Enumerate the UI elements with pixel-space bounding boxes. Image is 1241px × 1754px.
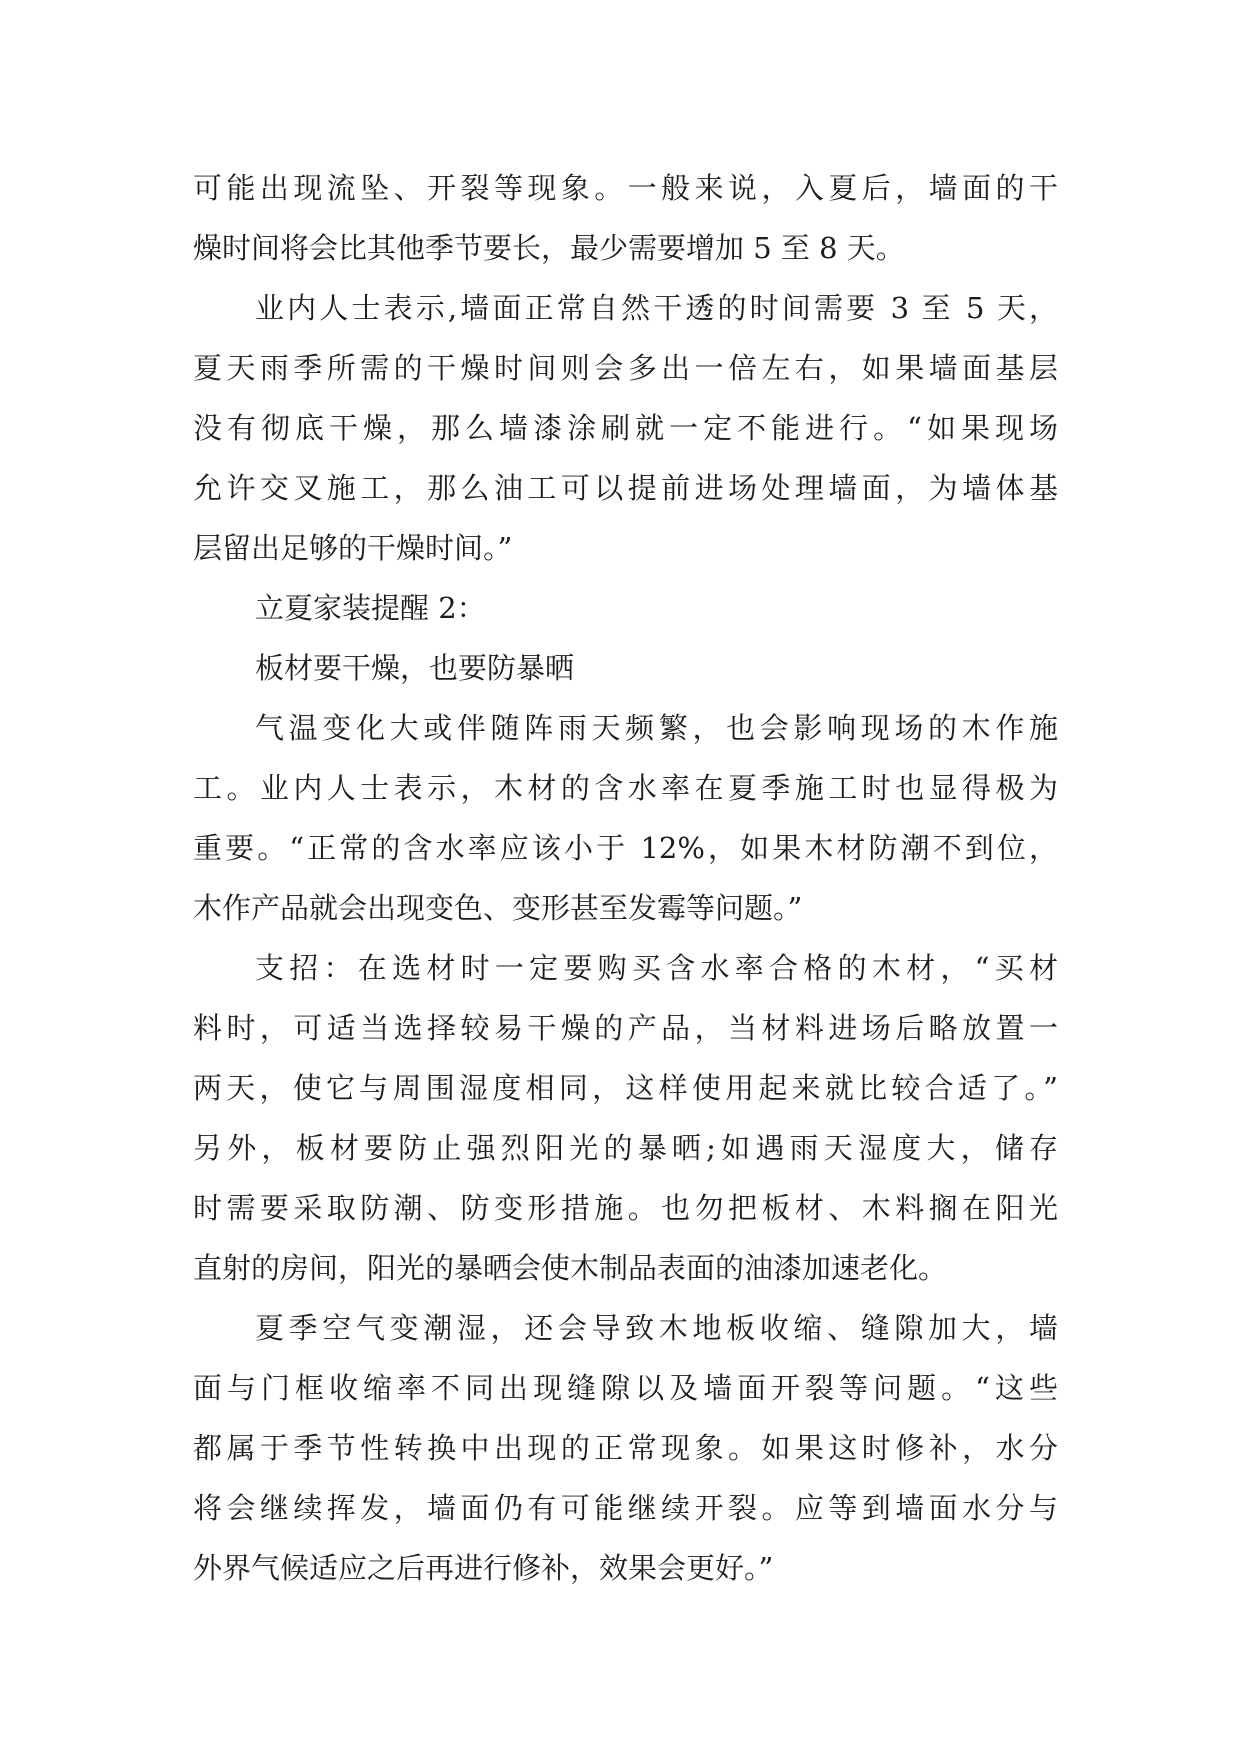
text-line: 另外，板材要防止强烈阳光的暴晒;如遇雨天湿度大，储存: [193, 1131, 1058, 1165]
text-line: 可能出现流坠、开裂等现象。一般来说，入夏后，墙面的干: [193, 171, 1058, 205]
text-line: 燥时间将会比其他季节要长，最少需要增加 5 至 8 天。: [193, 231, 905, 265]
text-line: 直射的房间，阳光的暴晒会使木制品表面的油漆加速老化。: [193, 1251, 948, 1285]
text-line: 都属于季节性转换中出现的正常现象。如果这时修补，水分: [193, 1431, 1058, 1465]
text-line: 气温变化大或伴随阵雨天频繁，也会影响现场的木作施: [255, 711, 1058, 745]
text-line: 料时，可适当选择较易干燥的产品，当材料进场后略放置一: [193, 1011, 1058, 1045]
text-line: 面与门框收缩率不同出现缝隙以及墙面开裂等问题。“这些: [193, 1371, 1058, 1405]
text-line: 层留出足够的干燥时间。”: [193, 531, 513, 565]
text-line: 将会继续挥发，墙面仍有可能继续开裂。应等到墙面水分与: [193, 1491, 1058, 1525]
text-line: 没有彻底干燥，那么墙漆涂刷就一定不能进行。“如果现场: [193, 411, 1058, 445]
section-subheading: 板材要干燥，也要防暴晒: [255, 651, 575, 685]
text-line: 业内人士表示,墙面正常自然干透的时间需要 3 至 5 天，: [255, 291, 1058, 325]
text-line: 夏天雨季所需的干燥时间则会多出一倍左右，如果墙面基层: [193, 351, 1058, 385]
section-heading: 立夏家装提醒 2：: [255, 591, 486, 625]
text-line: 夏季空气变潮湿，还会导致木地板收缩、缝隙加大，墙: [255, 1311, 1058, 1345]
text-line: 两天，使它与周围湿度相同，这样使用起来就比较合适了。”: [193, 1071, 1058, 1105]
text-line: 时需要采取防潮、防变形措施。也勿把板材、木料搁在阳光: [193, 1191, 1058, 1225]
text-line: 允许交叉施工，那么油工可以提前进场处理墙面，为墙体基: [193, 471, 1058, 505]
text-line: 外界气候适应之后再进行修补，效果会更好。”: [193, 1551, 774, 1585]
text-line: 木作产品就会出现变色、变形甚至发霉等问题。”: [193, 891, 803, 925]
text-line: 重要。“正常的含水率应该小于 12%，如果木材防潮不到位，: [193, 831, 1058, 865]
text-line: 支招：在选材时一定要购买含水率合格的木材，“买材: [255, 951, 1058, 985]
text-line: 工。业内人士表示，木材的含水率在夏季施工时也显得极为: [193, 771, 1058, 805]
document-body: [193, 158, 1058, 1598]
